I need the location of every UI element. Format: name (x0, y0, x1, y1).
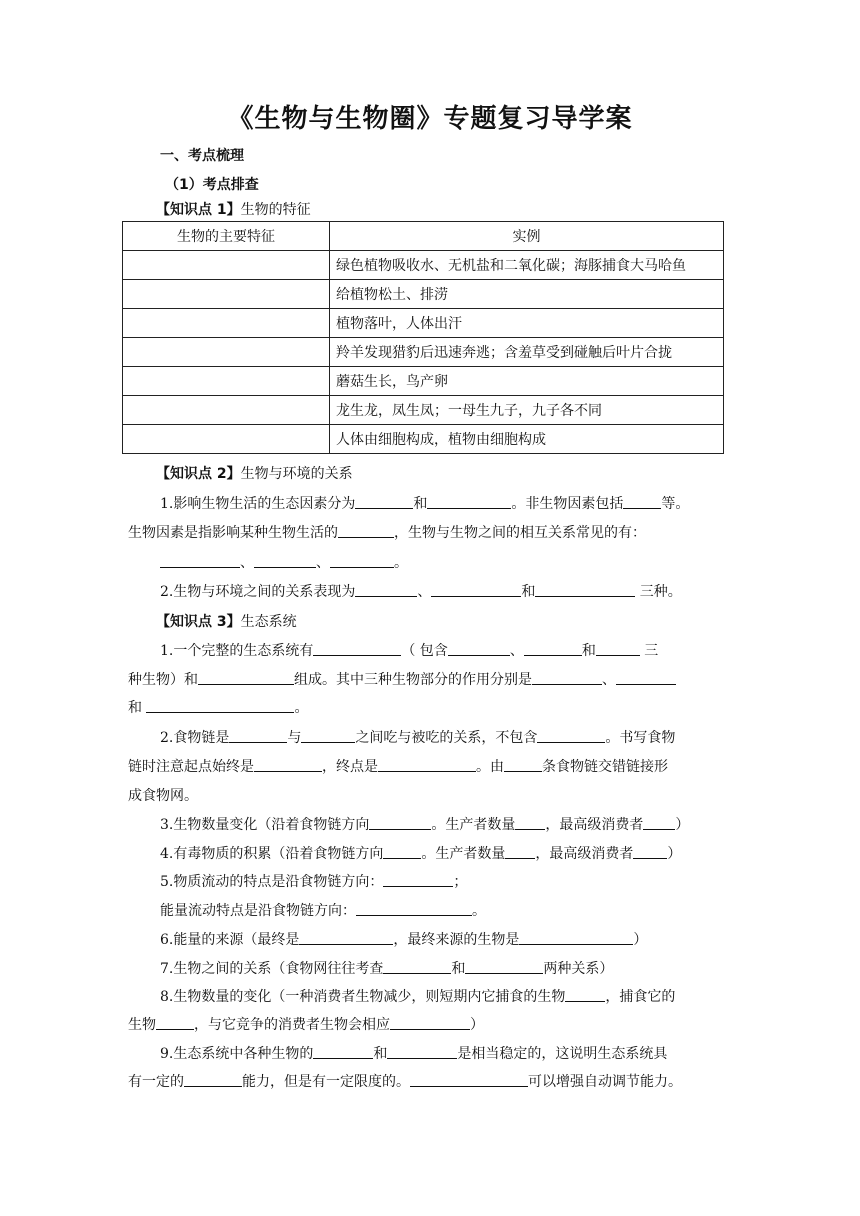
blank[interactable] (633, 843, 667, 859)
blank[interactable] (156, 1014, 194, 1030)
example-cell: 龙生龙，凤生凤；一母生九子，九子各不同 (330, 396, 724, 425)
table-row (123, 309, 724, 338)
question-line: 生物 ，与它竞争的消费者生物会相应 ） (128, 1014, 733, 1036)
blank[interactable] (383, 843, 421, 859)
table-header-row (123, 222, 724, 251)
example-cell: 绿色植物吸收水、无机盐和二氧化碳；海豚捕食大马哈鱼 (330, 251, 724, 280)
blank[interactable] (448, 640, 510, 656)
blank[interactable] (355, 493, 413, 509)
example-cell: 植物落叶，人体出汗 (330, 309, 724, 338)
question-line: 9.生态系统中各种生物的 和 是相当稳定的，这说明生态系统具 (160, 1043, 765, 1065)
kp-tag: 【知识点 2】 (156, 466, 241, 482)
blank-cell[interactable] (123, 338, 330, 367)
column-header: 生物的主要特征 (123, 222, 330, 251)
blank[interactable] (623, 493, 661, 509)
question-line: 7.生物之间的关系（食物网往往考查 和 两种关系） (160, 958, 765, 980)
blank[interactable] (383, 958, 451, 974)
question-line: 2.生物与环境之间的关系表现为 、 和 三种。 (160, 581, 765, 603)
example-cell: 羚羊发现猎豹后迅速奔逃；含羞草受到碰触后叶片合拢 (330, 338, 724, 367)
blank[interactable] (146, 697, 294, 713)
blank[interactable] (565, 986, 605, 1002)
blank[interactable] (504, 756, 542, 772)
question-line: 、 、 。 (160, 552, 765, 574)
blank[interactable] (465, 958, 543, 974)
blank[interactable] (537, 727, 605, 743)
question-line: 和 。 (128, 697, 733, 719)
question-line: 3.生物数量变化（沿着食物链方向 。生产者数量 ，最高级消费者 ） (160, 814, 765, 836)
question-line: 8.生物数量的变化（一种消费者生物减少，则短期内它捕食的生物 ，捕食它的 (160, 986, 765, 1008)
kp-tag: 【知识点 3】 (156, 614, 241, 630)
question-line: 成食物网。 (128, 788, 198, 804)
blank[interactable] (254, 552, 316, 568)
blank-cell[interactable] (123, 309, 330, 338)
blank[interactable] (160, 552, 240, 568)
kp-tag: 【知识点 1】 (156, 202, 241, 218)
table-row (123, 280, 724, 309)
example-cell: 给植物松土、排涝 (330, 280, 724, 309)
blank-cell[interactable] (123, 251, 330, 280)
blank[interactable] (519, 929, 633, 945)
column-header: 实例 (330, 222, 724, 251)
blank[interactable] (378, 756, 476, 772)
blank[interactable] (313, 640, 401, 656)
question-line: 有一定的 能力，但是有一定限度的。 可以增强自动调节能力。 (128, 1071, 733, 1093)
blank[interactable] (229, 727, 287, 743)
blank[interactable] (505, 843, 535, 859)
blank[interactable] (356, 900, 472, 916)
knowledge-point-1 (156, 199, 761, 221)
blank[interactable] (387, 1043, 457, 1059)
table-row (123, 338, 724, 367)
blank[interactable] (390, 1014, 470, 1030)
blank-cell[interactable] (123, 425, 330, 454)
blank[interactable] (515, 814, 545, 830)
knowledge-point-3 (156, 611, 761, 633)
table-row (123, 396, 724, 425)
question-line: 生物因素是指影响某种生物生活的 ，生物与生物之间的相互关系常见的有： (128, 522, 733, 544)
kp-text: 生物的特征 (240, 202, 311, 218)
question-line: 能量流动特点是沿食物链方向： 。 (160, 900, 765, 922)
table-row (123, 251, 724, 280)
blank[interactable] (535, 581, 635, 597)
blank[interactable] (301, 727, 355, 743)
blank[interactable] (524, 640, 582, 656)
question-line: 2.食物链是 与 之间吃与被吃的关系，不包含 。书写食物 (160, 727, 765, 749)
knowledge-point-2 (156, 463, 761, 485)
blank-cell[interactable] (123, 367, 330, 396)
blank[interactable] (616, 669, 676, 685)
question-line: 种生物）和 组成。其中三种生物部分的作用分别是 、 (128, 669, 733, 691)
blank[interactable] (643, 814, 675, 830)
blank[interactable] (596, 640, 640, 656)
blank[interactable] (427, 493, 511, 509)
blank[interactable] (338, 522, 394, 538)
kp-text: 生物与环境的关系 (240, 466, 353, 482)
blank[interactable] (383, 871, 453, 887)
example-cell: 人体由细胞构成，植物由细胞构成 (330, 425, 724, 454)
blank[interactable] (313, 1043, 373, 1059)
question-line: 链时注意起点始终是 ，终点是 。由 条食物链交错链接形 (128, 756, 733, 778)
question-line: 1.影响生物生活的生态因素分为 和 。非生物因素包括 等。 (160, 493, 765, 515)
blank[interactable] (184, 1071, 242, 1087)
page-title: 《生物与生物圈》专题复习导学案 (227, 104, 633, 134)
table-row (123, 425, 724, 454)
blank[interactable] (410, 1071, 528, 1087)
blank[interactable] (532, 669, 602, 685)
kp-text: 生态系统 (240, 614, 297, 630)
blank[interactable] (369, 814, 431, 830)
example-cell: 蘑菇生长，鸟产卵 (330, 367, 724, 396)
section-heading: 一、考点梳理 (160, 148, 244, 164)
question-line: 1.一个完整的生态系统有 （ 包含 、 和 三 (160, 640, 765, 662)
blank[interactable] (299, 929, 393, 945)
characteristics-table (122, 221, 724, 454)
blank-cell[interactable] (123, 280, 330, 309)
question-line: 4.有毒物质的积累（沿着食物链方向 。生产者数量 ，最高级消费者 ） (160, 843, 765, 865)
blank[interactable] (330, 552, 394, 568)
blank[interactable] (254, 756, 322, 772)
table-row (123, 367, 724, 396)
subsection-heading: （1）考点排查 (165, 177, 259, 193)
blank-cell[interactable] (123, 396, 330, 425)
blank[interactable] (355, 581, 417, 597)
blank[interactable] (198, 669, 294, 685)
blank[interactable] (431, 581, 521, 597)
question-line: 6.能量的来源（最终是 ，最终来源的生物是 ） (160, 929, 765, 951)
question-line: 5.物质流动的特点是沿食物链方向： ； (160, 871, 765, 893)
